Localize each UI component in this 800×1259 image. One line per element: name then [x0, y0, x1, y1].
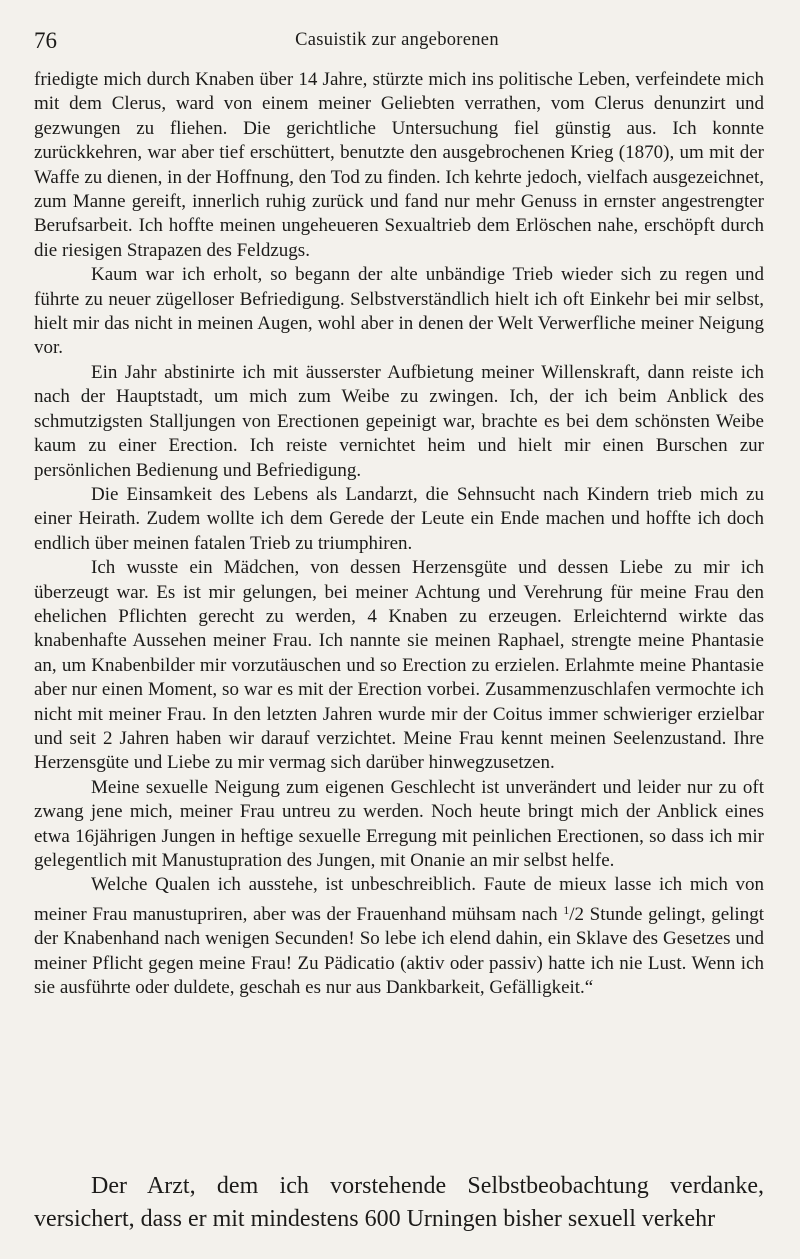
- paragraph: Ein Jahr abstinirte ich mit äusserster Aufbietung meiner Willenskraft, dann reiste ich nach der Hauptstadt, um mich zum Weibe zu zwingen. Ich, der ich beim Anblick des schmutzigsten Stalljungen von Erectionen gepeinigt war, brachte es bei dem schönsten Weibe kaum zu einer Erection. Ich reiste vernichtet heim und hielt mir einen Burschen zur persönlichen Bedienung und Befriedigung.: [34, 361, 764, 481]
- closing-text: [34, 1170, 764, 1236]
- fraction-numerator: 1: [563, 902, 570, 917]
- page-number: 76: [34, 28, 57, 53]
- fraction-denominator: /2: [569, 903, 585, 925]
- paragraph: Meine sexuelle Neigung zum eigenen Geschlecht ist unverändert und leider nur zu oft zwang jene mich, meiner Frau untreu zu werden. Noch heute bringt mich der Anblick eines etwa 16jährigen Jungen in heftige sexuelle Erregung mit peinlichen Erectionen, so dass ich mir gelegentlich mit Manustupration des Jungen, mit Onanie an mir selbst helfe.: [34, 776, 764, 871]
- page-header: [34, 22, 760, 56]
- paragraph: Ich wusste ein Mädchen, von dessen Herzensgüte und dessen Liebe zu mir ich überzeugt war. Es ist mir gelungen, bei meiner Achtung und Verehrung für meine Frau den ehelichen Pflichten gerecht zu werden, 4 Knaben zu erzeugen. Erleichternd wirkte das knabenhafte Aussehen meiner Frau. Ich nannte sie meinen Raphael, strengte meine Phantasie an, um Knabenbilder mir vorzutäuschen und so Erection zu erzielen. Erlahmte meine Phantasie aber nur einen Moment, so war es mit der Erection vorbei. Zusammenzuschlafen vermochte ich nicht mit meiner Frau. In den letzten Jahren wurde mir der Coitus immer schwieriger erzielbar und seit 2 Jahren haben wir darauf verzichtet. Meine Frau kennt meinen Seelenzustand. Ihre Herzensgüte und Liebe zu mir vermag sich darüber hinwegzusetzen.: [34, 557, 764, 774]
- paragraph-last-quote: [34, 873, 764, 1000]
- running-head: Casuistik zur angeborenen: [295, 30, 499, 50]
- paragraph-continued: friedigte mich durch Knaben über 14 Jahre, stürzte mich ins politische Leben, verfeindete mich mit dem Clerus, ward von einem meiner Geliebten verrathen, vom Clerus denunzirt und gezwungen zu fliehen. Die gerichtliche Untersuchung fiel günstig aus. Ich konnte zurückkehren, war aber tief erschüttert, benutzte den ausgebrochenen Krieg (1870), um mit der Waffe zu dienen, in der Hoffnung, den Tod zu finden. Ich kehrte jedoch, vielfach ausgezeichnet, zum Manne gereift, innerlich ruhig zurück und fand nur mehr Genuss in ernster angestrengter Berufsarbeit. Ich hoffte meinen ungeheueren Sexualtrieb dem Erlöschen nahe, erschöpft durch die riesigen Strapazen des Feldzugs.: [34, 69, 764, 261]
- paragraph: Die Einsamkeit des Lebens als Landarzt, die Sehnsucht nach Kindern trieb mich zu einer Heirath. Zudem wollte ich dem Gerede der Leute ein Ende machen und hoffte ich doch endlich über meinen fatalen Trieb zu triumphiren.: [34, 483, 764, 554]
- text-segment: Welche Qualen ich ausstehe, ist unbeschreiblich. Faute de mieux lasse ich mich von meiner Frau manustupriren, aber was der Frauenhand mühsam nach: [34, 874, 764, 925]
- closing-paragraph: Der Arzt, dem ich vorstehende Selbstbeobachtung verdanke, versichert, dass er mit mindestens 600 Urningen bisher sexuell verkehr: [34, 1173, 764, 1232]
- text-segment: Stunde gelingt, gelingt der Knabenhand nach wenigen Secunden! So lebe ich elend dahin, ein Sklave des Gesetzes und meiner Pflicht gegen meine Frau! Zu Pädicatio (aktiv oder passiv) hatte ich nie Lust. Wenn ich sie ausführte oder duldete, geschah es nur aus Dankbarkeit, Gefälligkeit.“: [34, 903, 764, 999]
- body-text: [34, 68, 764, 1000]
- paragraph: Kaum war ich erholt, so begann der alte unbändige Trieb wieder sich zu regen und führte zu neuer zügelloser Befriedigung. Selbstverständlich hielt ich oft Einkehr bei mir selbst, hielt mir das nicht in meinen Augen, wohl aber in denen der Welt Verwerfliche meiner Neigung vor.: [34, 264, 764, 359]
